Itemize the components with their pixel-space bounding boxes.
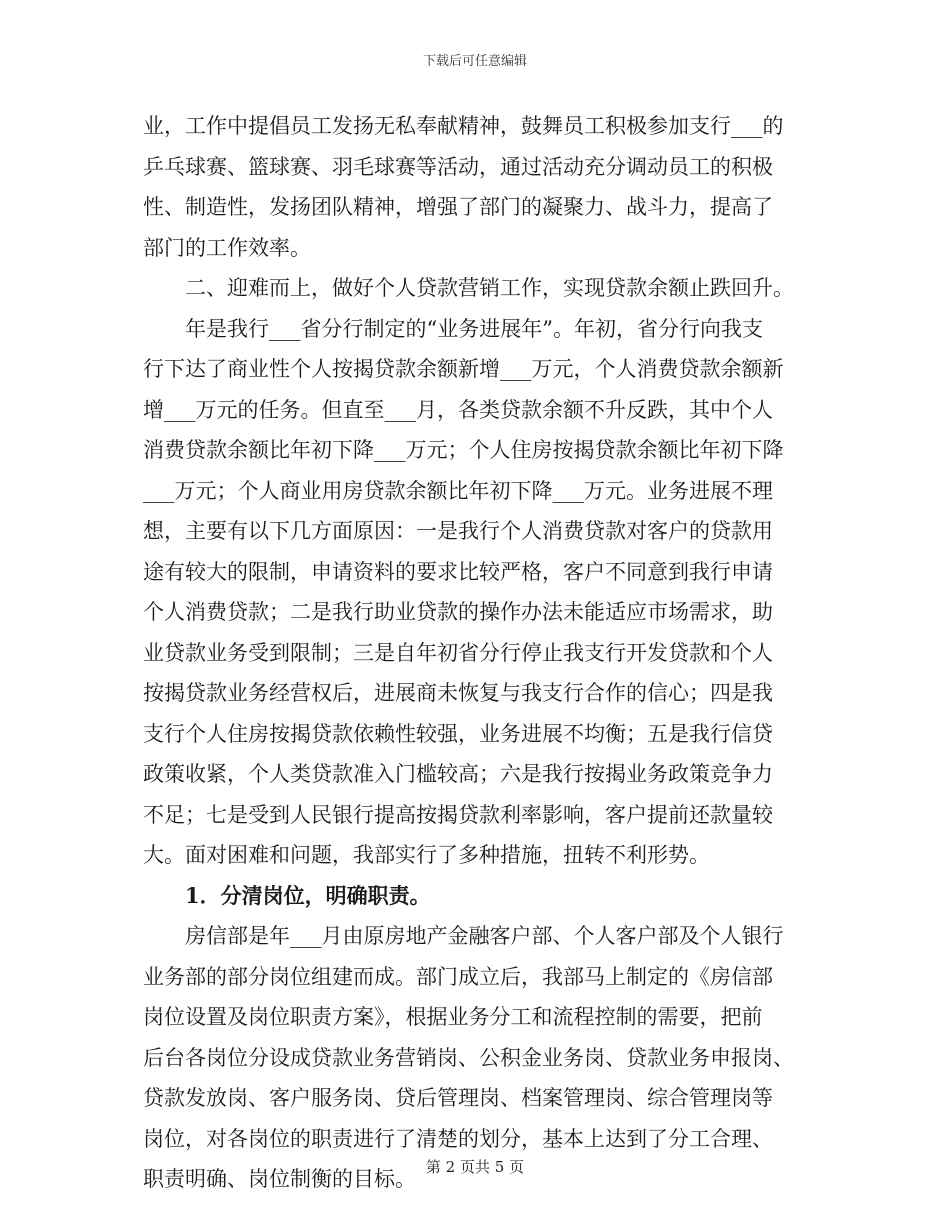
paragraph-line: 政策收紧，个人类贷款准入门槛较高；六是我行按揭业务政策竞争力 <box>143 762 773 786</box>
paragraph-line: 贷款发放岗、客户服务岗、贷后管理岗、档案管理岗、综合管理岗等 <box>143 1086 773 1110</box>
paragraph-line: 年是我行___省分行制定的“业务进展年”。年初，省分行向我支 <box>143 316 763 341</box>
paragraph-line: 个人消费贷款；二是我行助业贷款的操作办法未能适应市场需求，助 <box>143 600 773 624</box>
paragraph-line: 岗位，对各岗位的职责进行了清楚的划分，基本上达到了分工合理、 <box>143 1126 773 1151</box>
page-number: 第 2 页共 5 页 <box>425 1158 525 1176</box>
paragraph-line: 途有较大的限制，申请资料的要求比较严格，客户不同意到我行申请 <box>143 559 773 584</box>
paragraph-line: 岗位设置及岗位职责方案》，根据业务分工和流程控制的需要，把前 <box>143 1005 763 1029</box>
paragraph-line: 大。面对困难和问题，我部实行了多种措施，扭转不利形势。 <box>143 843 710 867</box>
paragraph-line: 后台各岗位分设成贷款业务营销岗、公积金业务岗、贷款业务申报岗、 <box>143 1045 794 1070</box>
document-body <box>143 106 807 1200</box>
paragraph-line: 按揭贷款业务经营权后，进展商未恢复与我支行合作的信心；四是我 <box>143 681 773 705</box>
paragraph-line: 增___万元的任务。但直至___月，各类贷款余额不升反跌，其中个人 <box>143 397 773 422</box>
paragraph-line: 业，工作中提倡员工发扬无私奉献精神，鼓舞员工积极参加支行___的 <box>143 114 784 138</box>
page-header-note: 下载后可任意编辑 <box>422 54 527 69</box>
paragraph-line: 不足；七是受到人民银行提高按揭贷款利率影响，客户提前还款量较 <box>143 802 773 827</box>
paragraph-line: 想，主要有以下几方面原因：一是我行个人消费贷款对客户的贷款用 <box>143 519 773 543</box>
section-heading: 1．分清岗位，明确职责。 <box>143 882 431 908</box>
paragraph-line: ___万元；个人商业用房贷款余额比年初下降___万元。业务进展不理 <box>143 478 773 503</box>
paragraph-line: 业务部的部分岗位组建而成。部门成立后，我部马上制定的《房信部 <box>143 964 773 989</box>
paragraph-line: 部门的工作效率。 <box>143 235 311 260</box>
paragraph-line: 支行个人住房按揭贷款依赖性较强，业务进展不均衡；五是我行信贷 <box>143 721 773 746</box>
paragraph-line: 行下达了商业性个人按揭贷款余额新增___万元，个人消费贷款余额新 <box>143 357 784 381</box>
paragraph-line: 乒乓球赛、篮球赛、羽毛球赛等活动，通过活动充分调动员工的积极 <box>143 154 773 179</box>
paragraph-line: 职责明确、岗位制衡的目标。 <box>143 1167 416 1191</box>
paragraph-line: 房信部是年___月由原房地产金融客户部、个人客户部及个人银行 <box>143 924 784 948</box>
paragraph-line: 消费贷款余额比年初下降___万元；个人住房按揭贷款余额比年初下降 <box>143 438 784 462</box>
paragraph-line: 性、制造性，发扬团队精神，增强了部门的凝聚力、战斗力，提高了 <box>143 195 773 219</box>
paragraph-line: 业贷款业务受到限制；三是自年初省分行停止我支行开发贷款和个人 <box>143 640 773 665</box>
paragraph-line: 二、迎难而上，做好个人贷款营销工作，实现贷款余额止跌回升。 <box>143 276 794 300</box>
